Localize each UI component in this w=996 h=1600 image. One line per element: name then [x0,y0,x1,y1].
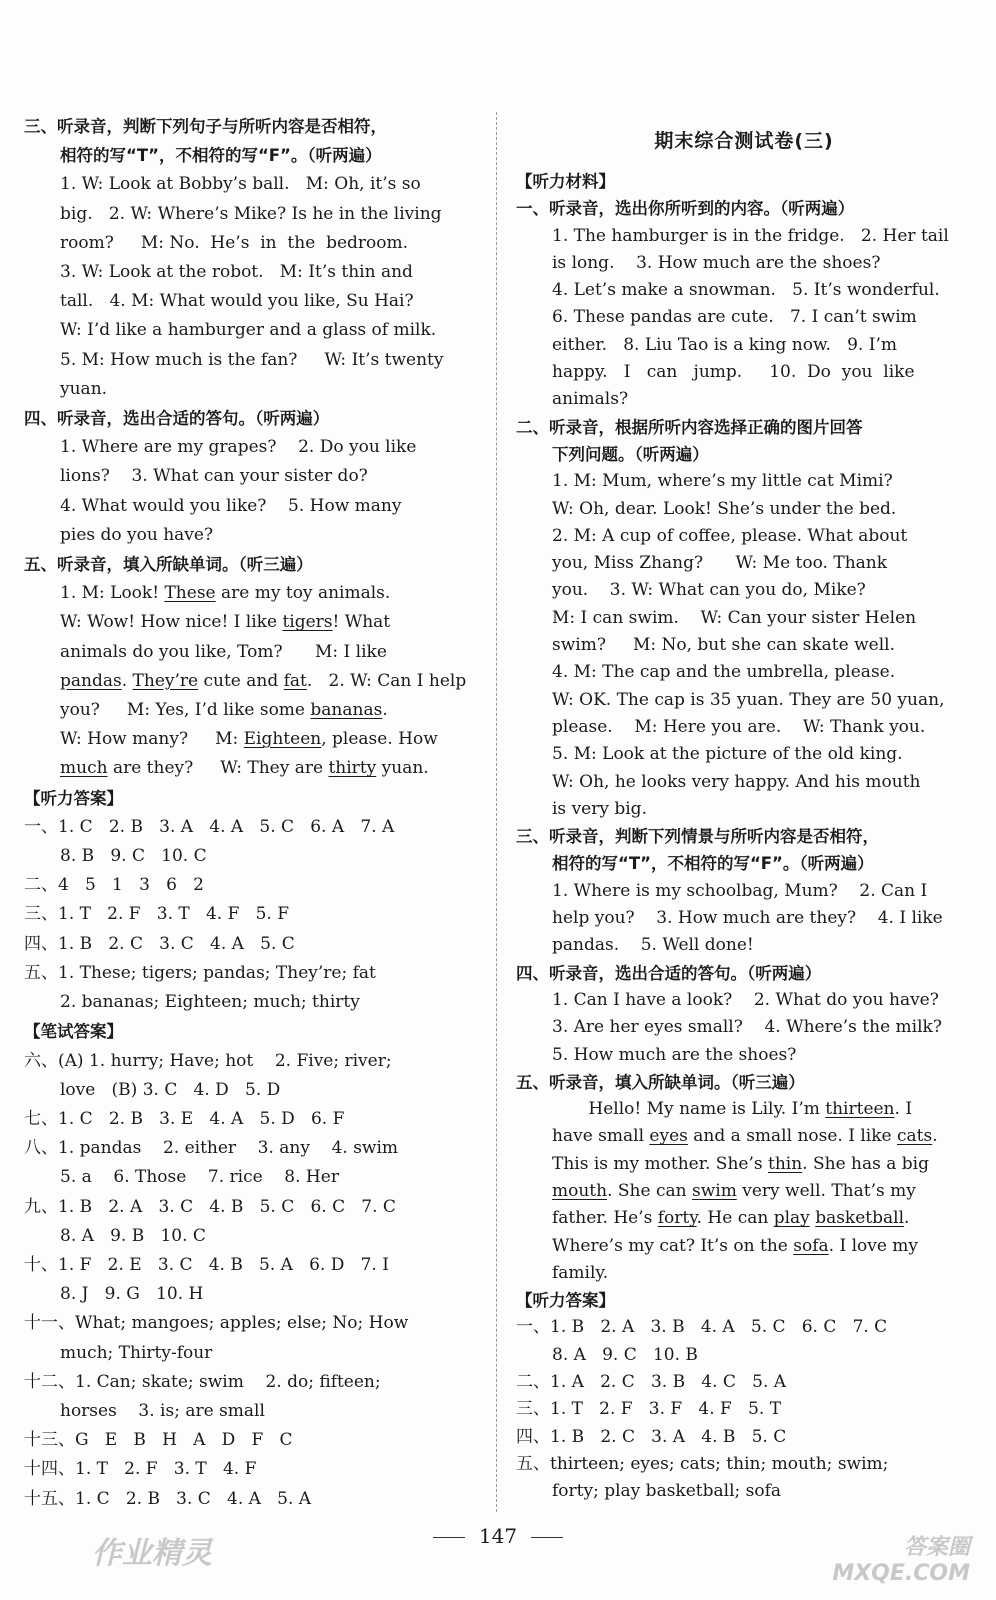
right-line-34 [516,1096,972,1123]
left-line-11 [24,433,474,462]
text-segment: room? M: No. He’s in the bedroom. [60,232,409,253]
text-segment: 8. A 9. B 10. C [60,1225,206,1246]
right-line-30 [516,987,972,1014]
text-segment: 五、听录音，填入所缺单词。（听三遍） [516,1072,805,1092]
text-segment: . She can [607,1180,692,1201]
left-line-25 [24,842,474,871]
text-segment: 三、听录音，判断下列情景与所听内容是否相符， [516,827,879,847]
text-segment: W: I’d like a hamburger and a glass of milk. [60,320,437,341]
text-segment: . I love my [828,1235,919,1256]
left-line-44 [24,1397,474,1426]
blank-answer: basketball [815,1208,905,1229]
text-segment: help you? 3. How much are they? 4. I like [552,908,943,929]
text-segment: horses 3. is; are small [60,1400,265,1421]
blank-answer: cats [896,1126,933,1147]
left-line-4 [24,229,474,258]
left-line-14 [24,521,474,550]
text-segment: . [382,700,388,721]
text-segment: 1. W: Look at Bobby’s ball. M: Oh, it’s so [60,174,421,195]
left-line-40 [24,1280,474,1309]
right-line-21 [516,741,972,768]
blank-answer: thirty [328,758,377,779]
text-segment: 5. M: Look at the picture of the old king. [552,744,903,765]
right-line-39 [516,1233,972,1260]
text-segment: 3. Are her eyes small? 4. Where’s the milk? [552,1017,942,1038]
left-line-43 [24,1368,474,1397]
column-divider [496,112,497,1512]
left-line-15 [24,550,474,579]
blank-answer: These [164,583,216,604]
left-line-32 [24,1047,474,1076]
text-segment: 1. Can I have a look? 2. What do you have? [552,989,939,1010]
right-line-2 [516,223,972,250]
text-segment: 相符的写“T”，不相符的写“F”。（听两遍） [552,854,874,874]
text-segment: much; Thirty-four [60,1342,213,1363]
left-line-16 [24,579,474,608]
text-segment: are they? W: They are [107,758,329,779]
text-segment: 【笔试答案】 [24,1022,123,1042]
right-line-41 [516,1287,972,1314]
right-line-45 [516,1396,972,1423]
right-line-20 [516,714,972,741]
text-segment: you? M: Yes, I’d like some [60,700,311,721]
text-segment: 十三、G E B H A D F C [24,1430,293,1451]
text-segment: have small [552,1126,650,1147]
left-line-27 [24,900,474,929]
blank-answer: They’re [132,670,199,691]
left-line-38 [24,1222,474,1251]
exam-title: 期末综合测试卷(三) [654,130,834,152]
right-line-9 [516,414,972,441]
text-segment: This is my mother. She’s [552,1153,768,1174]
text-segment: big. 2. W: Where’s Mike? Is he in the living [60,203,442,224]
left-line-30 [24,988,474,1017]
text-segment: 三、1. T 2. F 3. T 4. F 5. F [24,904,290,925]
text-segment: 四、听录音，选出合适的答句。（听两遍） [24,409,330,429]
right-line-7 [516,359,972,386]
text-segment: 5. a 6. Those 7. rice 8. Her [60,1167,339,1188]
right-line-44 [516,1369,972,1396]
left-line-13 [24,492,474,521]
text-segment: 【听力答案】 [24,788,123,808]
text-segment: 九、1. B 2. A 3. C 4. B 5. C 6. C 7. C [24,1196,396,1217]
right-line-38 [516,1205,972,1232]
text-segment: M: I can swim. W: Can your sister Helen [552,607,917,628]
blank-answer: eyes [649,1126,688,1147]
text-segment: lions? 3. What can your sister do? [60,466,368,487]
right-line-47 [516,1451,972,1478]
right-line-11 [516,468,972,495]
right-line-40 [516,1260,972,1287]
page-number-text: 147 [478,1524,518,1548]
blank-answer: Eighteen [243,729,322,750]
left-line-42 [24,1339,474,1368]
right-line-46 [516,1424,972,1451]
text-segment: W: Oh, he looks very happy. And his mouth [552,771,921,792]
left-line-28 [24,930,474,959]
left-line-36 [24,1163,474,1192]
left-line-35 [24,1134,474,1163]
text-segment: 五、thirteen; eyes; cats; thin; mouth; swim; [516,1453,889,1474]
text-segment: yuan. [60,378,108,399]
dash-left [433,1537,465,1538]
left-line-8 [24,346,474,375]
text-segment: 十二、1. Can; skate; swim 2. do; fifteen; [24,1371,381,1392]
left-line-6 [24,287,474,316]
right-line-16 [516,605,972,632]
right-line-15 [516,577,972,604]
text-segment: 相符的写“T”，不相符的写“F”。（听两遍） [60,146,382,166]
right-line-48 [516,1478,972,1505]
blank-answer: sofa [793,1235,829,1256]
text-segment: 1. M: Mum, where’s my little cat Mimi? [552,471,893,492]
left-line-20 [24,696,474,725]
left-line-17 [24,608,474,637]
text-segment: 三、1. T 2. F 3. F 4. F 5. T [516,1399,782,1420]
text-segment: and a small nose. I like [687,1126,897,1147]
text-segment: W: Oh, dear. Look! She’s under the bed. [552,498,897,519]
text-segment: . [121,670,133,691]
text-segment: are my toy animals. [215,583,391,604]
text-segment: 四、听录音，选出合适的答句。（听两遍） [516,963,822,983]
text-segment: 一、听录音，选出你所听到的内容。（听两遍） [516,199,855,219]
text-segment: pies do you have? [60,524,214,545]
text-segment: yuan. [376,758,429,779]
blank-answer: pandas [60,670,122,691]
right-line-28 [516,932,972,959]
text-segment: forty; play basketball; sofa [552,1481,782,1502]
left-line-3 [24,200,474,229]
right-line-23 [516,796,972,823]
left-line-45 [24,1426,474,1455]
left-line-37 [24,1193,474,1222]
blank-answer: fat [283,670,307,691]
text-segment: please. M: Here you are. W: Thank you. [552,716,926,737]
blank-answer: thin [768,1153,803,1174]
blank-answer: play [773,1208,810,1229]
text-segment: 4. What would you like? 5. How many [60,495,402,516]
left-line-1 [24,141,474,170]
right-line-0 [516,168,972,195]
text-segment: you. 3. W: What can you do, Mike? [552,580,866,601]
text-segment: 4. M: The cap and the umbrella, please. [552,662,896,683]
right-line-22 [516,769,972,796]
text-segment: 二、4 5 1 3 6 2 [24,875,204,896]
right-line-13 [516,523,972,550]
text-segment: ! What [332,612,391,633]
left-line-0 [24,112,474,141]
right-line-43 [516,1342,972,1369]
text-segment: 四、1. B 2. C 3. A 4. B 5. C [516,1426,787,1447]
left-line-39 [24,1251,474,1280]
right-line-1 [516,195,972,222]
text-segment: 七、1. C 2. B 3. E 4. A 5. D 6. F [24,1108,345,1129]
left-line-12 [24,462,474,491]
text-segment: very well. That’s my [736,1180,916,1201]
right-line-36 [516,1151,972,1178]
text-segment: cute and [198,670,284,691]
text-segment: 【听力材料】 [516,172,615,191]
right-column [516,168,972,1506]
text-segment: 十五、1. C 2. B 3. C 4. A 5. A [24,1488,312,1509]
text-segment: father. He’s [552,1208,658,1229]
left-line-2 [24,170,474,199]
text-segment: family. [552,1262,609,1283]
left-line-21 [24,725,474,754]
right-line-8 [516,386,972,413]
text-segment: 6. These pandas are cute. 7. I can’t swim [552,307,917,328]
text-segment: 2. M: A cup of coffee, please. What about [552,525,908,546]
text-segment: 1. Where are my grapes? 2. Do you like [60,437,417,458]
left-line-33 [24,1076,474,1105]
text-segment: 1. M: Look! [60,583,165,604]
text-segment: tall. 4. M: What would you like, Su Hai? [60,291,414,312]
text-segment: 下列问题。（听两遍） [552,444,709,464]
text-segment: you, Miss Zhang? W: Me too. Thank [552,553,888,574]
right-line-17 [516,632,972,659]
right-line-29 [516,960,972,987]
left-line-26 [24,871,474,900]
right-line-27 [516,905,972,932]
blank-answer: mouth [552,1180,608,1201]
text-segment: Hello! My name is Lily. I’m [556,1099,826,1120]
text-segment: 八、1. pandas 2. either 3. any 4. swim [24,1138,399,1159]
text-segment: 一、1. B 2. A 3. B 4. A 5. C 6. C 7. C [516,1317,888,1338]
left-line-23 [24,784,474,813]
left-line-18 [24,638,474,667]
text-segment: 一、1. C 2. B 3. A 4. A 5. C 6. A 7. A [24,816,395,837]
text-segment: Where’s my cat? It’s on the [552,1235,794,1256]
text-segment: 3. W: Look at the robot. M: It’s thin and [60,262,413,283]
right-line-3 [516,250,972,277]
blank-answer: bananas [310,700,383,721]
right-line-14 [516,550,972,577]
text-segment: 2. bananas; Eighteen; much; thirty [60,992,360,1013]
right-line-12 [516,496,972,523]
left-line-47 [24,1485,474,1514]
text-segment: 8. J 9. G 10. H [60,1284,204,1305]
blank-answer: much [60,758,108,779]
left-line-10 [24,404,474,433]
right-line-25 [516,850,972,877]
text-segment: . [904,1208,910,1229]
left-line-31 [24,1017,474,1046]
watermark-right: 答案圈 MXQE.COM [832,1535,970,1586]
text-segment: W: OK. The cap is 35 yuan. They are 50 yuan, [552,689,945,710]
right-line-31 [516,1014,972,1041]
left-line-41 [24,1309,474,1338]
text-segment: 8. A 9. C 10. B [552,1344,698,1365]
left-line-19 [24,667,474,696]
text-segment: 十一、What; mangoes; apples; else; No; How [24,1313,409,1334]
text-segment: 四、1. B 2. C 3. C 4. A 5. C [24,933,295,954]
text-segment: . 2. W: Can I help [306,670,467,691]
text-segment: 二、1. A 2. C 3. B 4. C 5. A [516,1372,787,1393]
text-segment: 十四、1. T 2. F 3. T 4. F [24,1459,257,1480]
blank-answer: thirteen [825,1099,895,1120]
left-line-29 [24,959,474,988]
right-line-35 [516,1123,972,1150]
text-segment: love (B) 3. C 4. D 5. D [60,1079,281,1100]
left-column [24,112,474,1514]
text-segment: either. 8. Liu Tao is a king now. 9. I’m [552,334,897,355]
right-line-26 [516,878,972,905]
text-segment: is very big. [552,798,647,819]
right-line-5 [516,304,972,331]
text-segment: W: Wow! How nice! I like [60,612,283,633]
right-line-33 [516,1069,972,1096]
text-segment: happy. I can jump. 10. Do you like [552,362,915,383]
text-segment: 5. M: How much is the fan? W: It’s twenty [60,349,444,370]
text-segment: . I [894,1099,913,1120]
right-line-42 [516,1314,972,1341]
watermark-left: 作业精灵 [92,1536,212,1571]
right-line-18 [516,659,972,686]
dash-right [531,1537,563,1538]
blank-answer: forty [657,1208,697,1229]
text-segment: 五、1. These; tigers; pandas; They’re; fat [24,962,376,983]
text-segment: . He can [696,1208,774,1229]
text-segment: W: How many? M: [60,729,244,750]
text-segment: , please. How [321,729,438,750]
text-segment: 8. B 9. C 10. C [60,846,207,867]
text-segment: 十、1. F 2. E 3. C 4. B 5. A 6. D 7. I [24,1254,389,1275]
left-line-46 [24,1455,474,1484]
left-line-34 [24,1105,474,1134]
right-line-37 [516,1178,972,1205]
right-line-24 [516,823,972,850]
left-line-24 [24,813,474,842]
text-segment: . [932,1126,938,1147]
text-segment: pandas. 5. Well done! [552,935,754,956]
right-line-10 [516,441,972,468]
right-line-4 [516,277,972,304]
left-line-9 [24,375,474,404]
text-segment: is long. 3. How much are the shoes? [552,252,881,273]
right-line-6 [516,332,972,359]
text-segment: 1. Where is my schoolbag, Mum? 2. Can I [552,880,928,901]
text-segment: 4. Let’s make a snowman. 5. It’s wonderful. [552,280,940,301]
right-line-32 [516,1042,972,1069]
text-segment: . She has a big [802,1153,929,1174]
text-segment: 1. The hamburger is in the fridge. 2. Her tail [552,225,949,246]
left-line-22 [24,754,474,783]
text-segment: 二、听录音，根据所听内容选择正确的图片回答 [516,417,863,437]
blank-answer: swim [691,1180,737,1201]
right-line-19 [516,687,972,714]
text-segment: swim? M: No, but she can skate well. [552,635,895,656]
text-segment: 六、(A) 1. hurry; Have; hot 2. Five; river; [24,1050,392,1071]
text-segment: 五、听录音，填入所缺单词。（听三遍） [24,555,313,575]
left-line-5 [24,258,474,287]
text-segment: 三、听录音，判断下列句子与所听内容是否相符， [24,117,387,136]
left-line-7 [24,316,474,345]
text-segment: animals? [552,389,629,410]
text-segment: 【听力答案】 [516,1291,615,1311]
blank-answer: tigers [282,612,333,633]
text-segment: 5. How much are the shoes? [552,1044,797,1065]
text-segment: animals do you like, Tom? M: I like [60,641,387,662]
